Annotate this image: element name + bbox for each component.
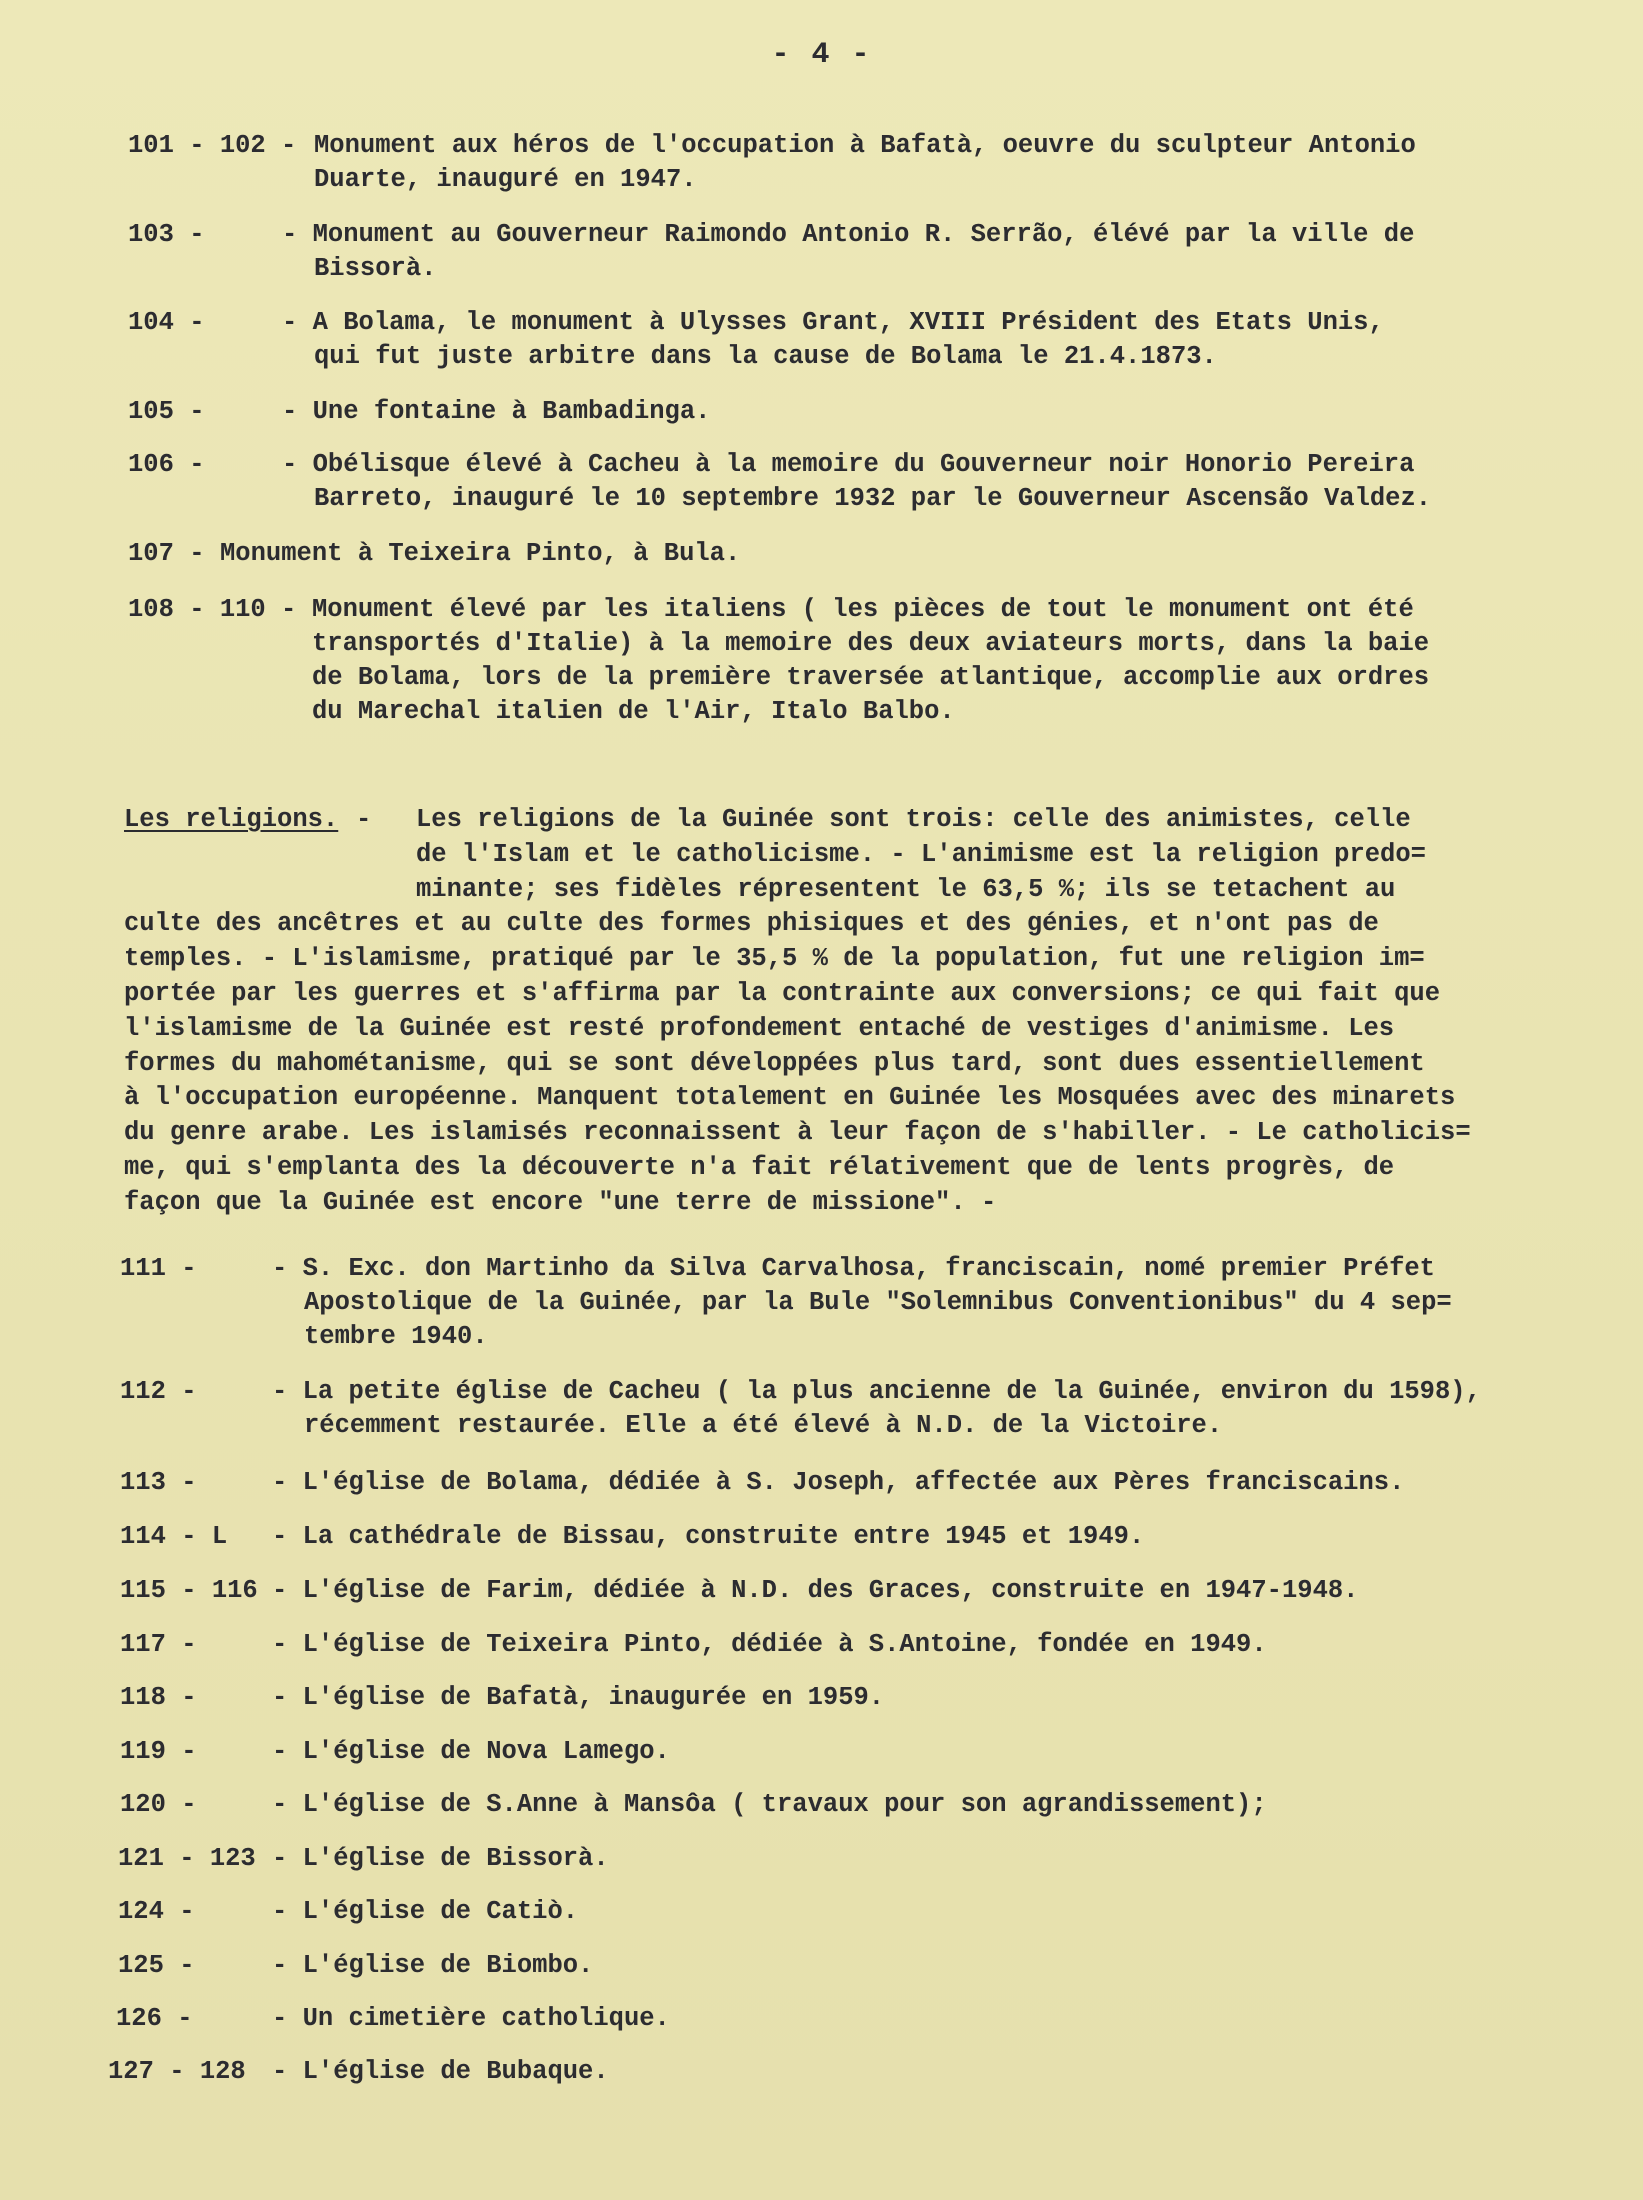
item-number: 119 - <box>120 1737 197 1766</box>
item-text: Monument à Teixeira Pinto, à Bula. <box>220 539 741 568</box>
paragraph-line: formes du mahométanisme, qui se sont développées plus tard, sont dues essentiellement <box>124 1048 1425 1078</box>
item-text: - Un cimetière catholique. <box>272 2004 670 2033</box>
paragraph-line: Les religions de la Guinée sont trois: celle des animistes, celle <box>416 805 1411 834</box>
item-number: 101 - 102 - <box>128 131 297 160</box>
item-number: 118 - <box>120 1683 197 1712</box>
item-text: - S. Exc. don Martinho da Silva Carvalhosa, franciscain, nomé premier Préfet <box>272 1254 1435 1283</box>
item-text: du Marechal italien de l'Air, Italo Balbo. <box>312 697 955 726</box>
paragraph-line: portée par les guerres et s'affirma par la contrainte aux conversions; ce qui fait que <box>124 979 1441 1008</box>
item-text: - La cathédrale de Bissau, construite entre 1945 et 1949. <box>272 1522 1145 1551</box>
item-text: - Une fontaine à Bambadinga. <box>282 397 711 426</box>
item-text: transportés d'Italie) à la memoire des deux aviateurs morts, dans la baie <box>312 629 1430 658</box>
paragraph-line: me, qui s'emplanta des la découverte n'a fait rélativement que de lents progrès, de <box>124 1153 1395 1182</box>
item-number: 113 - <box>120 1468 197 1497</box>
heading-dash: - <box>356 805 372 834</box>
item-text: Barreto, inauguré le 10 septembre 1932 par le Gouverneur Ascensão Valdez. <box>314 484 1432 513</box>
item-text: de Bolama, lors de la première traversée atlantique, accomplie aux ordres <box>312 663 1430 692</box>
item-text: tembre 1940. <box>304 1322 488 1351</box>
item-number: 124 - <box>118 1897 195 1926</box>
item-number: 112 - <box>120 1377 197 1406</box>
item-text: - L'église de Bafatà, inaugurée en 1959. <box>272 1683 885 1712</box>
item-number: 117 - <box>120 1630 197 1659</box>
item-number: 111 - <box>120 1254 197 1283</box>
page-number: - 4 - <box>771 38 872 72</box>
paragraph-line: à l'occupation européenne. Manquent totalement en Guinée les Mosquées avec des minarets <box>124 1083 1456 1113</box>
paragraph-line: temples. - L'islamisme, pratiqué par le 35,5 % de la population, fut une religion im= <box>124 944 1425 974</box>
item-number: 104 - <box>128 308 205 337</box>
item-text: - L'église de Biombo. <box>272 1951 594 1980</box>
item-number: 114 - L <box>120 1522 228 1551</box>
item-number: 121 - 123 <box>118 1844 256 1873</box>
item-text: - L'église de S.Anne à Mansôa ( travaux pour son agrandissement); <box>272 1790 1267 1819</box>
paragraph-line: minante; ses fidèles répresentent le 63,5 %; ils se tetachent au <box>416 874 1396 904</box>
item-text: Apostolique de la Guinée, par la Bule "Solemnibus Conventionibus" du 4 sep= <box>304 1288 1452 1317</box>
paragraph-line: l'islamisme de la Guinée est resté profondement entaché de vestiges d'animisme. Les <box>124 1013 1395 1043</box>
item-text: Bissorà. <box>314 254 437 283</box>
item-number: 126 - <box>116 2004 193 2033</box>
item-text: - Monument au Gouverneur Raimondo Antonio R. Serrão, élévé par la ville de <box>282 220 1415 249</box>
item-number: 115 - 116 <box>120 1576 258 1605</box>
section-heading: Les religions. <box>124 805 339 834</box>
item-number: 107 - <box>128 539 205 568</box>
item-text: - L'église de Bubaque. <box>272 2057 609 2086</box>
paragraph-line: de l'Islam et le catholicisme. - L'animisme est la religion predo= <box>416 839 1426 869</box>
item-number: 125 - <box>118 1951 195 1980</box>
item-text: récemment restaurée. Elle a été élevé à N.D. de la Victoire. <box>304 1411 1223 1440</box>
item-text: - L'église de Bolama, dédiée à S. Joseph, affectée aux Pères franciscains. <box>272 1468 1405 1497</box>
item-number: 105 - <box>128 397 205 426</box>
item-text: Monument élevé par les italiens ( les pièces de tout le monument ont été <box>312 595 1414 624</box>
item-text: - La petite église de Cacheu ( la plus ancienne de la Guinée, environ du 1598), <box>272 1377 1481 1406</box>
paragraph-line: façon que la Guinée est encore "une terre de missione". - <box>124 1187 997 1217</box>
item-number: 103 - <box>128 220 205 249</box>
item-text: - L'église de Teixeira Pinto, dédiée à S.Antoine, fondée en 1949. <box>272 1630 1267 1659</box>
item-text: - L'église de Farim, dédiée à N.D. des Graces, construite en 1947-1948. <box>272 1576 1359 1605</box>
item-number: 120 - <box>120 1790 197 1819</box>
paragraph-line: du genre arabe. Les islamisés reconnaissent à leur façon de s'habiller. - Le catholicis= <box>124 1118 1471 1148</box>
item-text: - Obélisque élevé à Cacheu à la memoire du Gouverneur noir Honorio Pereira <box>282 450 1415 479</box>
item-text: - L'église de Catiò. <box>272 1897 579 1926</box>
item-text: Duarte, inauguré en 1947. <box>314 165 697 194</box>
paragraph-line: culte des ancêtres et au culte des formes phisiques et des génies, et n'ont pas de <box>124 909 1379 939</box>
item-text: - L'église de Nova Lamego. <box>272 1737 670 1766</box>
item-number: 106 - <box>128 450 205 479</box>
item-text: - L'église de Bissorà. <box>272 1844 609 1873</box>
item-text: - A Bolama, le monument à Ulysses Grant, XVIII Président des Etats Unis, <box>282 308 1384 337</box>
item-text: Monument aux héros de l'occupation à Bafatà, oeuvre du sculpteur Antonio <box>314 131 1416 160</box>
item-text: qui fut juste arbitre dans la cause de Bolama le 21.4.1873. <box>314 342 1217 371</box>
item-number: 127 - 128 <box>108 2057 246 2086</box>
item-number: 108 - 110 - <box>128 595 297 624</box>
